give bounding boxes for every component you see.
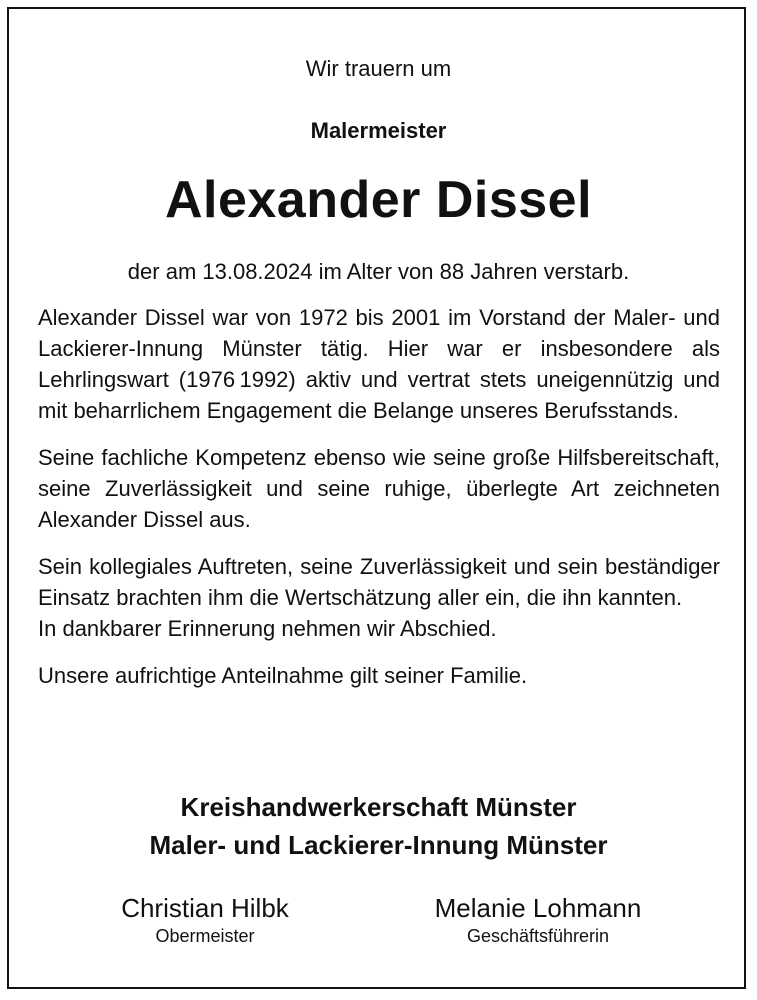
paragraph-competence: Seine fachliche Kompetenz ebenso wie seine große Hilfsbereitschaft, seine Zuverlässigkeit und seine ruhige, überlegte Art zeichneten Alexander Dissel aus. xyxy=(38,445,720,532)
death-date-line: der am 13.08.2024 im Alter von 88 Jahren verstarb. xyxy=(127,259,630,284)
signer-left xyxy=(45,892,365,948)
profession-title: Malermeister xyxy=(310,118,447,143)
signer-name: Melanie Lohmann xyxy=(434,893,642,923)
paragraph-condolence: Unsere aufrichtige Anteilnahme gilt seiner Familie. xyxy=(38,663,528,688)
paragraph-farewell: In dankbarer Erinnerung nehmen wir Abschied. xyxy=(38,616,497,641)
organization-kreishandwerkerschaft: Kreishandwerkerschaft Münster xyxy=(180,792,577,822)
deceased-name: Alexander Dissel xyxy=(164,171,593,229)
signer-role: Obermeister xyxy=(155,926,255,946)
intro-line: Wir trauern um xyxy=(305,56,452,81)
paragraph-board-membership: Alexander Dissel war von 1972 bis 2001 im Vorstand der Maler- und Lackierer-Innung Münster tätig. Hier war er insbesondere als Lehrlingswart (1976 1992) aktiv und vertrat stets uneigennützig und mit beharrlichem Engagement die Belange unseres Berufsstands. xyxy=(38,305,720,423)
paragraph-appreciation: Sein kollegiales Auftreten, seine Zuverlässigkeit und sein beständiger Einsatz brachten ihm die Wertschätzung aller ein, die ihn kannten. xyxy=(38,554,720,610)
signer-name: Christian Hilbk xyxy=(121,893,289,923)
signer-role: Geschäftsführerin xyxy=(466,926,610,946)
organizations xyxy=(0,788,757,864)
organization-innung: Maler- und Lackierer-Innung Münster xyxy=(149,830,608,860)
signer-right xyxy=(378,892,698,948)
notice-body xyxy=(38,302,720,707)
